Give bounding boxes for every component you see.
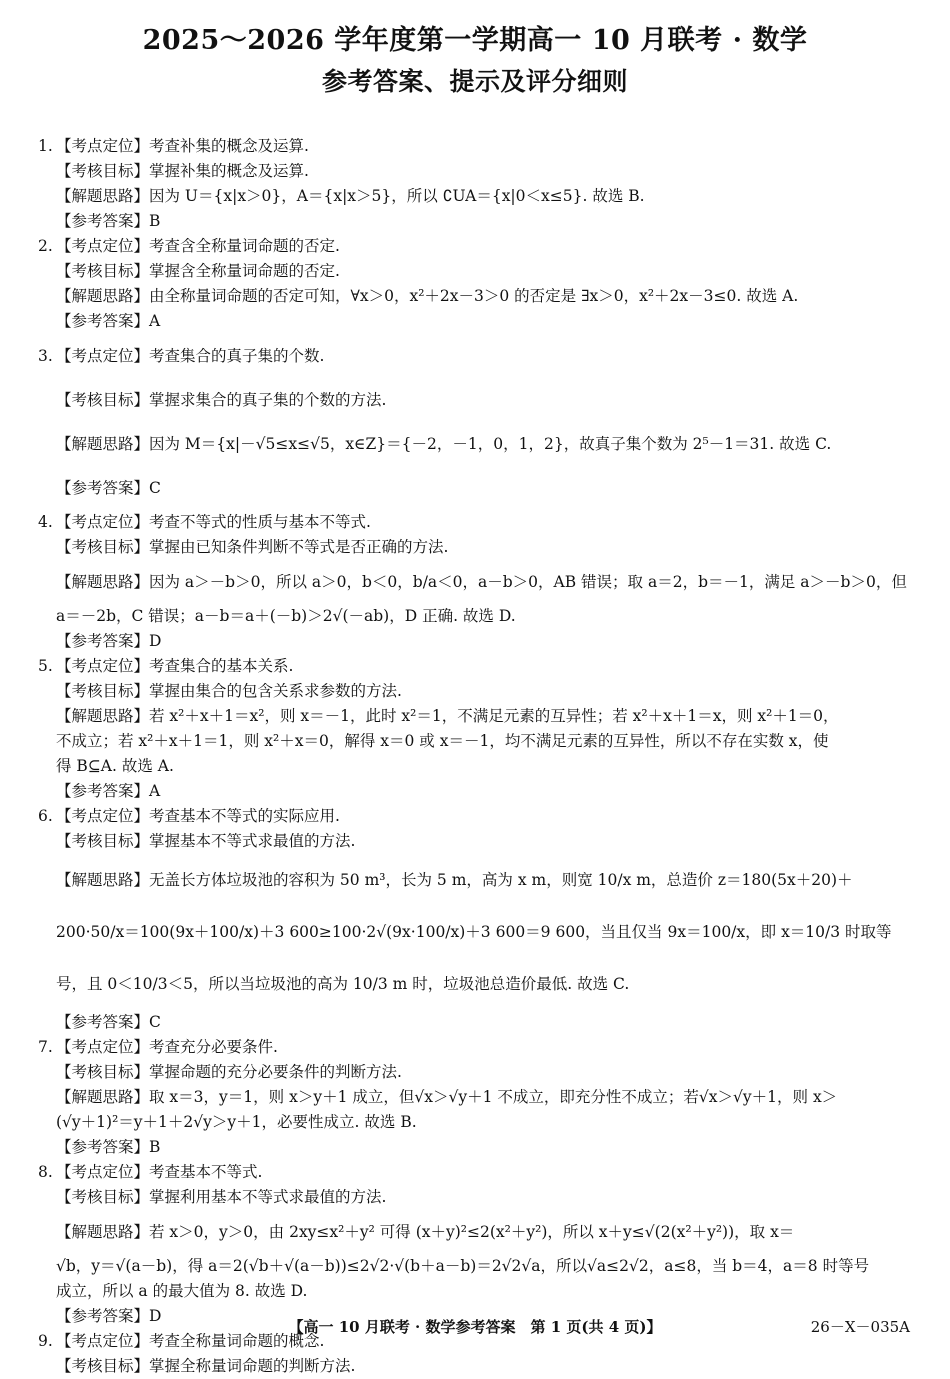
question-block bbox=[38, 334, 918, 510]
question-number: 4. bbox=[38, 513, 53, 531]
question-block bbox=[38, 1035, 918, 1160]
answer-line: 【解题思路】若 x²＋x＋1＝x²，则 x＝－1，此时 x²＝1，不满足元素的互异性；若 x²＋x＋1＝x，则 x²＋1＝0， bbox=[56, 707, 839, 725]
question-number: 1. bbox=[38, 137, 53, 155]
question-number: 5. bbox=[38, 657, 53, 675]
answer-continuation-line: (√y＋1)²＝y＋1＋2√y＞y＋1，必要性成立. 故选 B. bbox=[56, 1113, 417, 1131]
answer-continuation-line: 不成立；若 x²＋x＋1＝1，则 x²＋x＝0，解得 x＝0 或 x＝－1，均不满足元素的互异性，所以不存在实数 x，使 bbox=[56, 732, 829, 750]
answer-line: 【参考答案】B bbox=[56, 212, 161, 230]
answer-line: 【参考答案】C bbox=[56, 479, 161, 497]
answer-line: 【解题思路】因为 a＞－b＞0，所以 a＞0，b＜0，b/a＜0，a－b＞0，AB 错误；取 a＝2，b＝－1，满足 a＞－b＞0，但 bbox=[56, 573, 907, 591]
answer-line: 【考核目标】掌握由已知条件判断不等式是否正确的方法. bbox=[56, 538, 449, 556]
question-line bbox=[38, 510, 918, 535]
question-text: 【考点定位】考查基本不等式的实际应用. bbox=[56, 807, 340, 825]
question-text: 【考点定位】考查全称量词命题的概念. bbox=[56, 1332, 325, 1350]
question-line bbox=[38, 1035, 918, 1060]
answer-line: 【参考答案】A bbox=[56, 782, 161, 800]
answer-line: 【考核目标】掌握全称量词命题的判断方法. bbox=[56, 1357, 356, 1375]
document-title: 2025～2026 学年度第一学期高一 10 月联考 · 数学 bbox=[142, 25, 808, 56]
question-text: 【考点定位】考查基本不等式. bbox=[56, 1163, 263, 1181]
question-line bbox=[38, 804, 918, 829]
answer-line: 【解题思路】由全称量词命题的否定可知，∀x＞0，x²＋2x－3＞0 的否定是 ∃x＞0，x²＋2x－3≤0. 故选 A. bbox=[56, 287, 799, 305]
question-line bbox=[38, 334, 918, 378]
answer-line: 【考核目标】掌握求集合的真子集的个数的方法. bbox=[56, 391, 387, 409]
question-block bbox=[38, 510, 918, 654]
question-line bbox=[38, 134, 918, 159]
question-text: 【考点定位】考查不等式的性质与基本不等式. bbox=[56, 513, 371, 531]
answer-line: 【解题思路】取 x＝3，y＝1，则 x＞y＋1 成立，但√x＞√y＋1 不成立，即充分性不成立；若√x＞√y＋1，则 x＞ bbox=[56, 1088, 838, 1106]
answer-line: 【解题思路】因为 U＝{x|x＞0}，A＝{x|x＞5}，所以 ∁UA＝{x|0＜x≤5}. 故选 B. bbox=[56, 187, 645, 205]
answer-line: 【考核目标】掌握利用基本不等式求最值的方法. bbox=[56, 1188, 387, 1206]
question-line bbox=[38, 654, 918, 679]
question-text: 【考点定位】考查补集的概念及运算. bbox=[56, 137, 309, 155]
answer-line: 【考核目标】掌握补集的概念及运算. bbox=[56, 162, 309, 180]
question-text: 【考点定位】考查含全称量词命题的否定. bbox=[56, 237, 340, 255]
answer-line: 【参考答案】D bbox=[56, 632, 162, 650]
question-block bbox=[38, 234, 918, 334]
answer-line: 【参考答案】B bbox=[56, 1138, 161, 1156]
answer-line: 【解题思路】若 x＞0，y＞0，由 2xy≤x²＋y² 可得 (x＋y)²≤2(x²＋y²)，所以 x＋y≤√(2(x²＋y²))，取 x＝ bbox=[56, 1223, 795, 1241]
answer-continuation-line: 得 B⊆A. 故选 A. bbox=[56, 757, 174, 775]
answer-line: 【考核目标】掌握由集合的包含关系求参数的方法. bbox=[56, 682, 402, 700]
question-text: 【考点定位】考查集合的真子集的个数. bbox=[56, 347, 325, 365]
question-text: 【考点定位】考查集合的基本关系. bbox=[56, 657, 294, 675]
answer-line: 【参考答案】C bbox=[56, 1013, 161, 1031]
question-number: 8. bbox=[38, 1163, 53, 1181]
question-number: 6. bbox=[38, 807, 53, 825]
footer-code: 26－X－035A bbox=[810, 1318, 910, 1336]
question-block bbox=[38, 654, 918, 804]
question-line bbox=[38, 1160, 918, 1185]
answer-continuation-line: 成立，所以 a 的最大值为 8. 故选 D. bbox=[56, 1282, 308, 1300]
answer-continuation-line: 200·50/x＝100(9x＋100/x)＋3 600≥100·2√(9x·100/x)＋3 600＝9 600，当且仅当 9x＝100/x，即 x＝10/3 时取等 bbox=[56, 923, 892, 941]
answer-line: 【考核目标】掌握含全称量词命题的否定. bbox=[56, 262, 340, 280]
question-line bbox=[38, 234, 918, 259]
answer-continuation-line: 号，且 0＜10/3＜5，所以当垃圾池的高为 10/3 m 时，垃圾池总造价最低. 故选 C. bbox=[56, 975, 630, 993]
question-number: 9. bbox=[38, 1332, 53, 1350]
question-block bbox=[38, 804, 918, 1035]
answer-line: 【参考答案】A bbox=[56, 312, 161, 330]
question-block bbox=[38, 134, 918, 234]
document-subtitle: 参考答案、提示及评分细则 bbox=[321, 67, 628, 96]
answer-line: 【参考答案】D bbox=[56, 1307, 162, 1325]
answer-line: 【解题思路】因为 M＝{x|－√5≤x≤√5，x∈Z}＝{－2，－1，0，1，2}，故真子集个数为 2⁵－1＝31. 故选 C. bbox=[56, 435, 832, 453]
question-number: 3. bbox=[38, 347, 53, 365]
answer-line: 【考核目标】掌握基本不等式求最值的方法. bbox=[56, 832, 356, 850]
answer-line: 【解题思路】无盖长方体垃圾池的容积为 50 m³，长为 5 m，高为 x m，则宽 10/x m，总造价 z＝180(5x＋20)＋ bbox=[56, 871, 853, 889]
answer-line: 【考核目标】掌握命题的充分必要条件的判断方法. bbox=[56, 1063, 402, 1081]
question-number: 2. bbox=[38, 237, 53, 255]
question-text: 【考点定位】考查充分必要条件. bbox=[56, 1038, 278, 1056]
answer-continuation-line: a＝－2b，C 错误；a－b＝a＋(－b)＞2√(－ab)，D 正确. 故选 D. bbox=[56, 607, 516, 625]
answer-list bbox=[38, 134, 918, 1379]
question-block bbox=[38, 1160, 918, 1329]
footer-page-info: 【高一 10 月联考 · 数学参考答案 第 1 页(共 4 页)】 bbox=[288, 1318, 662, 1336]
answer-continuation-line: √b，y＝√(a－b)，得 a＝2(√b＋√(a－b))≤2√2·√(b＋a－b)＝2√2√a，所以√a≤2√2，a≤8，当 b＝4，a＝8 时等号 bbox=[56, 1257, 870, 1275]
question-number: 7. bbox=[38, 1038, 53, 1056]
